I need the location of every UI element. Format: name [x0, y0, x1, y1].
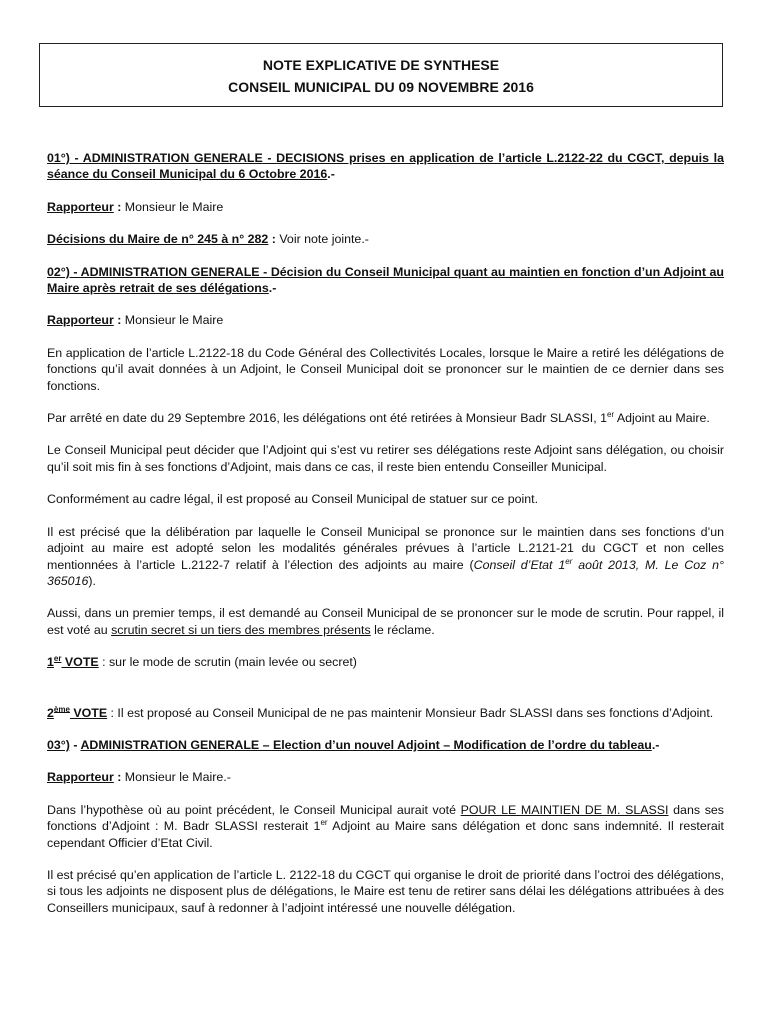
title-box	[39, 43, 723, 107]
title-line-1: NOTE EXPLICATIVE DE SYNTHESE	[262, 57, 500, 73]
item-03-paragraph-1: Dans l’hypothèse où au point précédent, le Conseil Municipal aurait voté POUR LE MAINTIEN DE M. SLASSI dans ses fonctions d’Adjoint : M. Badr SLASSI resterait 1er Adjoint au Maire sans délégation et donc sans indemnité. Il resterait cependant Officier d’Etat Civil.	[47, 802, 724, 850]
item-02-paragraph-3: Le Conseil Municipal peut décider que l’Adjoint qui s’est vu retirer ses délégations reste Adjoint sans délégation, ou choisir qu’il soit mis fin à ses fonctions d’Adjoint, mais dans ce cas, il reste bien entendu Conseiller Municipal.	[47, 443, 724, 474]
item-02-paragraph-6: Aussi, dans un premier temps, il est demandé au Conseil Municipal de se prononcer sur le mode de scrutin. Pour rappel, il est voté au scrutin secret si un tiers des membres présents le réclame.	[47, 606, 724, 637]
item-01-rapporteur: Rapporteur : Monsieur le Maire	[47, 199, 224, 214]
item-03-heading: 03°) - ADMINISTRATION GENERALE – Election d’un nouvel Adjoint – Modification de l’ordre du tableau.-	[47, 737, 660, 752]
item-02-paragraph-5: Il est précisé que la délibération par laquelle le Conseil Municipal se prononce sur le maintien dans ses fonctions d’un adjoint au maire est adopté selon les modalités générales prévues à l’article L.2121-21 du CGCT et non celles mentionnées à l’article L.2122-7 relatif à l’élection des adjoints au maire (Conseil d’Etat 1er août 2013, M. Le Coz n° 365016).	[47, 524, 724, 588]
item-02-rapporteur: Rapporteur : Monsieur le Maire	[47, 313, 224, 328]
spacer	[47, 687, 724, 705]
item-02-vote-1: 1er VOTE : sur le mode de scrutin (main levée ou secret)	[47, 654, 357, 670]
item-02-paragraph-4: Conformément au cadre légal, il est proposé au Conseil Municipal de statuer sur ce point.	[47, 492, 539, 507]
item-02-heading: 02°) - ADMINISTRATION GENERALE - Décision du Conseil Municipal quant au maintien en fonction d’un Adjoint au Maire après retrait de ses délégations.-	[47, 264, 724, 296]
item-01-heading: 01°) - ADMINISTRATION GENERALE - DECISIONS prises en application de l’article L.2122-22 du CGCT, depuis la séance du Conseil Municipal du 6 Octobre 2016.-	[47, 151, 724, 182]
item-03-rapporteur: Rapporteur : Monsieur le Maire.-	[47, 770, 231, 785]
item-02-paragraph-1: En application de l’article L.2122-18 du Code Général des Collectivités Locales, lorsque le Maire a retiré les délégations de fonctions qu’il avait données à un Adjoint, le Conseil Municipal doit se prononcer sur le maintien de ce dernier dans ses fonctions.	[47, 345, 724, 393]
item-01-decisions: Décisions du Maire de n° 245 à n° 282 : Voir note jointe.-	[47, 232, 369, 247]
title-line-2: CONSEIL MUNICIPAL DU 09 NOVEMBRE 2016	[228, 79, 534, 95]
item-02-paragraph-2: Par arrêté en date du 29 Septembre 2016, les délégations ont été retirées à Monsieur Badr SLASSI, 1er Adjoint au Maire.	[47, 409, 710, 426]
item-02-vote-2: 2ème VOTE : Il est proposé au Conseil Municipal de ne pas maintenir Monsieur Badr SLASSI dans ses fonctions d’Adjoint.	[47, 704, 714, 720]
document-body	[47, 150, 724, 932]
item-03-paragraph-2: Il est précisé qu’en application de l’article L. 2122-18 du CGCT qui organise le droit de priorité dans l’octroi des délégations, si tous les adjoints ne disposent plus de délégations, le Maire est tenu de retirer sans délai les délégations attribuées à des Conseillers municipaux, sauf à redonner à l’adjoint intéressé une nouvelle délégation.	[47, 867, 724, 915]
